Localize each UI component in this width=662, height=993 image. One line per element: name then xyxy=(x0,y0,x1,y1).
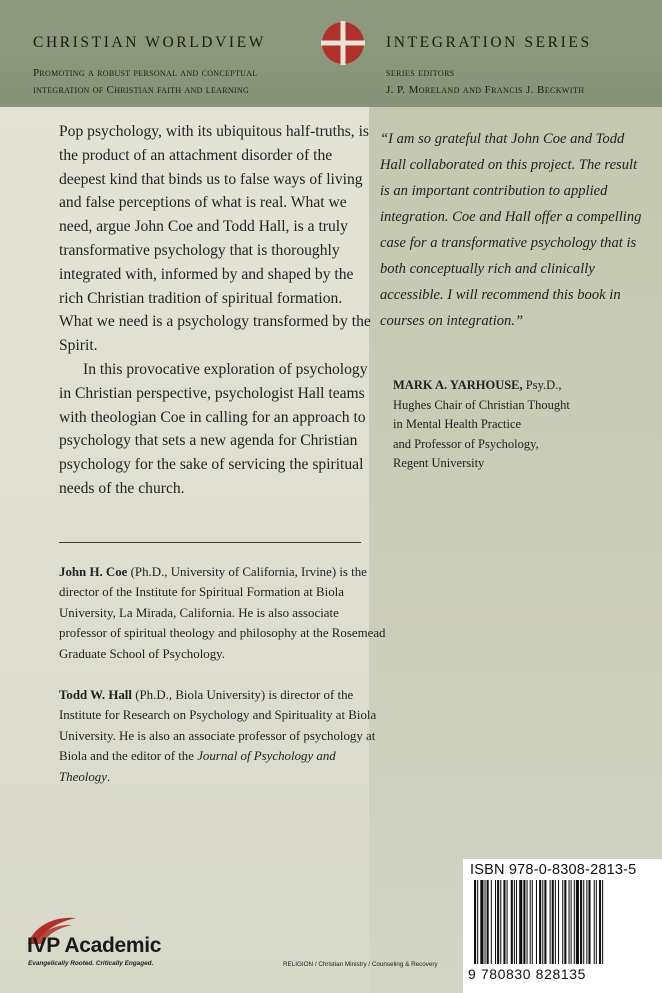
endorser-title-4: Regent University xyxy=(393,456,485,470)
tagline-line-2: integration of Christian faith and learning xyxy=(33,84,250,96)
barcode-bar xyxy=(527,880,528,964)
barcode-bar xyxy=(544,880,546,964)
barcode-bar xyxy=(477,880,478,964)
barcode-bar xyxy=(588,880,590,964)
barcode-bar xyxy=(569,880,570,964)
bio-hall-journal: Journal of Psychology and Theology xyxy=(59,749,336,784)
bio-coe-name: John H. Coe xyxy=(59,565,128,579)
barcode-bar xyxy=(552,880,554,964)
barcode-bar xyxy=(500,880,501,964)
barcode-bar xyxy=(474,880,476,964)
endorsement-attribution xyxy=(393,376,653,474)
endorsement-quote: “I am so grateful that John Coe and Todd Hall collaborated on this project. The result is an important contribution to applied integration. Coe and Hall offer a compelling case for a transformative psychology that is both conceptually rich and clinically accessible. I will recommend this book in courses on integration.” xyxy=(380,131,642,329)
barcode-bar xyxy=(503,880,505,964)
barcode-bar xyxy=(487,880,489,964)
bio-coe xyxy=(59,562,389,664)
barcode-bar xyxy=(555,880,556,964)
bio-hall-text: (Ph.D., Biola University) is director of the Institute for Research on Psychology and Spirituality at Biola University. He is also an associate professor of psychology at Biola and the editor of the xyxy=(59,688,377,764)
author-bios xyxy=(59,562,389,808)
barcode-bar xyxy=(480,880,483,964)
barcode-bar xyxy=(485,880,486,964)
barcode-bar xyxy=(491,880,492,964)
barcode-bar xyxy=(586,880,587,964)
tagline-line-1: Promoting a robust personal and conceptual xyxy=(33,67,258,79)
barcode-bar xyxy=(594,880,595,964)
barcode-bar xyxy=(602,880,603,964)
barcode-bar xyxy=(519,880,522,964)
barcode-bars xyxy=(474,880,654,968)
barcode-bar xyxy=(599,880,601,964)
endorser-name: MARK A. YARHOUSE, xyxy=(393,378,523,392)
barcode-bar xyxy=(558,880,559,964)
barcode-bar xyxy=(574,880,575,964)
bio-coe-text: (Ph.D., University of California, Irvine) is the director of the Institute for Spiritual Formation at Biola University, La Mirada, California. He is also associate professor of spiritual theology and philosophy at the Rosemead Graduate School of Psychology. xyxy=(59,565,386,661)
barcode-bar xyxy=(516,880,517,964)
series-title-right: INTEGRATION SERIES xyxy=(386,34,592,51)
publisher-logo-text: IVP Academic xyxy=(27,934,162,957)
description-paragraph-1: Pop psychology, with its ubiquitous half-truths, is the product of an attachment disorder of the deepest kind that binds us to false ways of living and false perceptions of what is real. What we need, argue John Coe and Todd Hall, is a truly transformative psychology that is thoroughly integrated with, informed by and shaped by the rich Christian tradition of spiritual formation. What we need is a psychology transformed by the Spirit. xyxy=(59,123,371,355)
endorser-title-2: in Mental Health Practice xyxy=(393,417,522,431)
series-editors xyxy=(386,65,584,99)
barcode-bar xyxy=(530,880,531,964)
series-cross-icon xyxy=(321,21,365,65)
barcode-bar xyxy=(497,880,499,964)
bio-hall-name: Todd W. Hall xyxy=(59,688,132,703)
barcode-bar xyxy=(596,880,597,964)
barcode-bar xyxy=(550,880,551,964)
barcode-bar xyxy=(514,880,515,964)
barcode-bar xyxy=(507,880,508,964)
bio-hall xyxy=(59,685,389,787)
endorser-title-1: Hughes Chair of Christian Thought xyxy=(393,397,570,412)
editors-names: J. P. Moreland and Francis J. Beckwith xyxy=(386,84,585,96)
barcode-bar xyxy=(576,880,579,964)
barcode-bar xyxy=(495,880,496,964)
barcode-bar xyxy=(564,880,566,964)
category-label: RELIGION / Christian Ministry / Counseling & Recovery xyxy=(283,961,438,968)
barcode-bar xyxy=(562,880,563,964)
barcode-bar xyxy=(542,880,543,964)
endorser-title-3: and Professor of Psychology, xyxy=(393,436,539,451)
bio-hall-end: . xyxy=(106,769,111,784)
section-divider xyxy=(59,542,361,543)
book-description xyxy=(59,120,371,501)
barcode-bar xyxy=(523,880,525,964)
publisher-tagline: Evangelically Rooted. Critically Engaged. xyxy=(28,960,154,967)
series-title-left: CHRISTIAN WORLDVIEW xyxy=(33,34,266,51)
editors-label: series editors xyxy=(386,67,455,79)
barcode-bar xyxy=(583,880,584,964)
barcode-bar xyxy=(511,880,513,964)
barcode-bar xyxy=(571,880,572,964)
isbn-text: ISBN 978-0-8308-2813-5 xyxy=(470,862,637,878)
description-paragraph-2: In this provocative exploration of psychology in Christian perspective, psychologist Hall teams with theologian Coe in calling for an approach to psychology that sets a new agenda for Christian psychology for the sake of servicing the spiritual needs of the church. xyxy=(59,360,368,497)
barcode-bar xyxy=(580,880,582,964)
endorser-line xyxy=(393,376,653,396)
barcode-bar xyxy=(539,880,541,964)
barcode-bar xyxy=(536,880,537,964)
barcode-number: 9 780830 828135 xyxy=(468,966,586,982)
barcode-bar xyxy=(532,880,533,964)
endorser-degree: Psy.D., xyxy=(522,378,562,392)
series-tagline xyxy=(33,65,257,99)
